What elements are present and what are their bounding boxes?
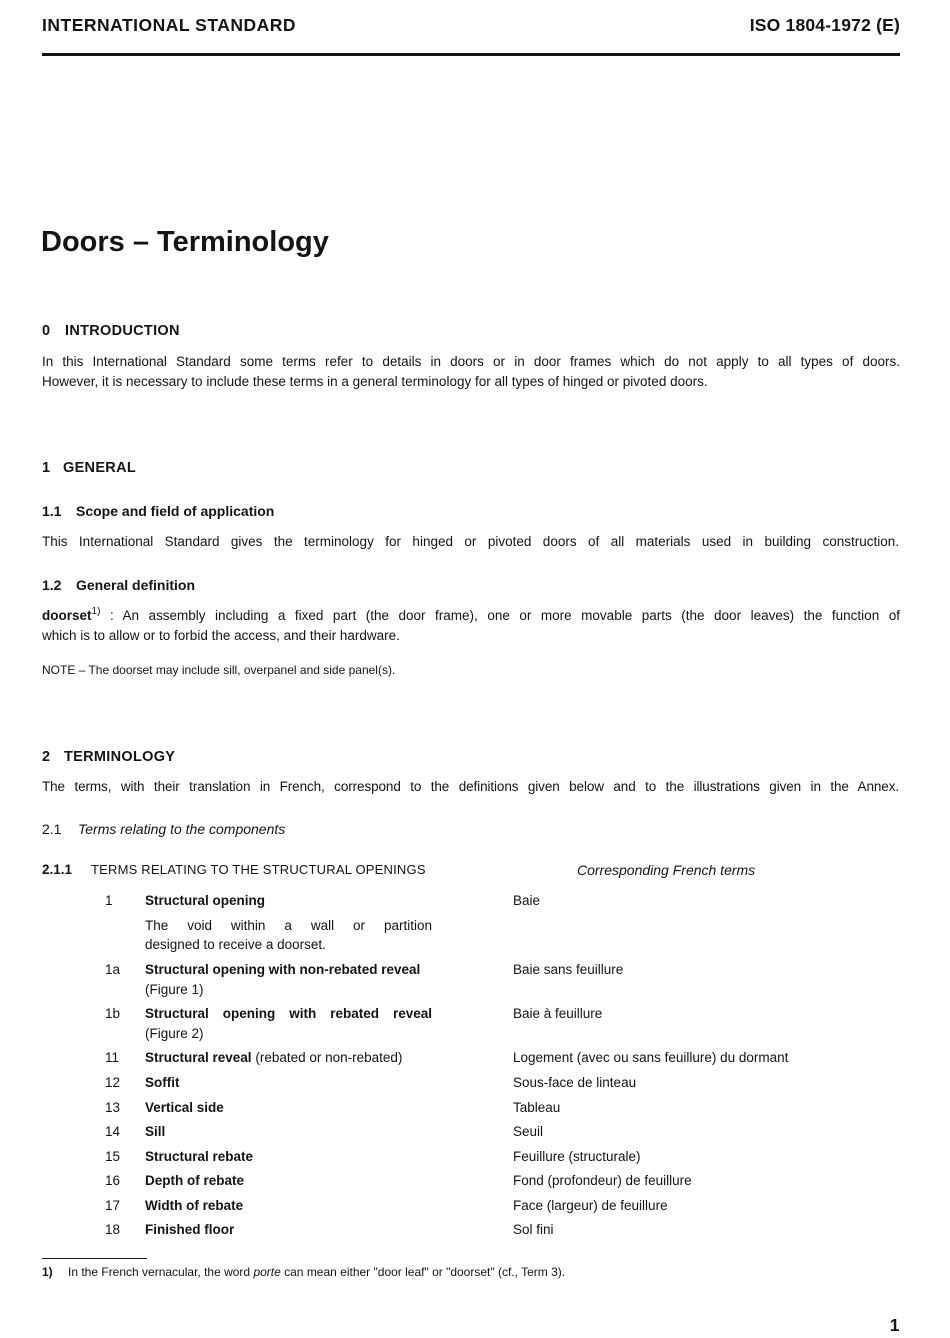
french-term: Tableau — [513, 1100, 561, 1115]
table-row — [0, 892, 950, 910]
term-name: Width of rebate — [145, 1198, 244, 1213]
table-row — [0, 1074, 950, 1092]
term-number: 16 — [105, 1173, 121, 1188]
footnote-reference: 1) — [91, 607, 101, 617]
footnote-text — [68, 1264, 565, 1280]
term-qualifier: (rebated or non-rebated) — [255, 1050, 403, 1065]
term-number: 17 — [105, 1198, 121, 1213]
term-name: Structural reveal — [145, 1050, 252, 1065]
term-number: 1b — [105, 1006, 121, 1021]
term-number: 13 — [105, 1100, 121, 1115]
table-row — [0, 1172, 950, 1190]
subsection-heading-definition: General definition — [76, 577, 196, 593]
terminology-intro: The terms, with their translation in French, correspond to the definitions given below and to the illustrations given in the Annex. — [42, 779, 899, 794]
term-description: designed to receive a doorset. — [145, 937, 326, 952]
subsection-heading-components: Terms relating to the components — [78, 821, 286, 837]
term-number: 11 — [105, 1050, 120, 1065]
header-reference: ISO 1804-1972 (E) — [749, 15, 900, 35]
french-term: Logement (avec ou sans feuillure) du dormant — [513, 1050, 789, 1065]
term-name: Finished floor — [145, 1222, 235, 1237]
introduction-line: However, it is necessary to include these terms in a general terminology for all types of hinged or pivoted doors. — [42, 374, 708, 389]
footnote-text-after: can mean either "door leaf" or "doorset" (cf., Term 3). — [280, 1265, 566, 1279]
french-term: Sol fini — [513, 1222, 554, 1237]
term-name: Vertical side — [145, 1100, 224, 1115]
table-row — [0, 1123, 950, 1141]
term-number: 1a — [105, 962, 121, 977]
group-number: 2.1.1 — [42, 862, 73, 877]
definition-line — [42, 607, 900, 625]
table-row — [0, 961, 950, 979]
french-term: Seuil — [513, 1124, 544, 1139]
term-name: Sill — [145, 1124, 166, 1139]
term-name: Depth of rebate — [145, 1173, 245, 1188]
table-row — [0, 1005, 950, 1023]
scope-text: This International Standard gives the terminology for hinged or pivoted doors of all materials used in building construction. — [42, 534, 899, 549]
term-name: Structural opening with rebated reveal — [145, 1006, 432, 1021]
table-row — [0, 1099, 950, 1117]
section-number: 0 — [42, 323, 51, 339]
introduction-line: In this International Standard some terms refer to details in doors or in door frames which do not apply to all types of doors. — [42, 354, 900, 369]
french-column-heading: Corresponding French terms — [577, 862, 756, 878]
footnote-rule — [42, 1258, 147, 1259]
section-heading-terminology: TERMINOLOGY — [64, 749, 176, 765]
header-rule — [42, 53, 900, 56]
table-row — [0, 1197, 950, 1215]
term-number: 15 — [105, 1149, 121, 1164]
french-term: Baie à feuillure — [513, 1006, 603, 1021]
term-name: Soffit — [145, 1075, 180, 1090]
subsection-number: 1.2 — [42, 577, 62, 593]
subsection-number: 2.1 — [42, 821, 62, 837]
term-number: 18 — [105, 1222, 121, 1237]
french-term: Baie sans feuillure — [513, 962, 624, 977]
section-heading-general: GENERAL — [63, 460, 136, 476]
subsection-heading-scope: Scope and field of application — [76, 503, 275, 519]
french-term: Feuillure (structurale) — [513, 1149, 641, 1164]
section-number: 1 — [42, 460, 51, 476]
section-number: 2 — [42, 749, 51, 765]
definition-line: which is to allow or to forbid the access, and their hardware. — [42, 628, 400, 643]
term-number: 14 — [105, 1124, 121, 1139]
table-row — [0, 1049, 950, 1067]
table-row — [0, 1221, 950, 1239]
french-term: Sous-face de linteau — [513, 1075, 637, 1090]
footnote-text-before: In the French vernacular, the word — [68, 1265, 254, 1279]
group-heading: TERMS RELATING TO THE STRUCTURAL OPENINGS — [91, 862, 426, 877]
term-number: 12 — [105, 1075, 121, 1090]
section-heading-introduction: INTRODUCTION — [65, 323, 180, 339]
page-number: 1 — [889, 1315, 900, 1335]
figure-reference: (Figure 1) — [145, 982, 204, 997]
french-term: Face (largeur) de feuillure — [513, 1198, 668, 1213]
definition-text: : An assembly including a fixed part (the door frame), one or more movable parts (the door leaves) the function of — [109, 608, 900, 623]
term-name-group — [145, 1049, 402, 1067]
footnote-marker: 1) — [42, 1265, 53, 1279]
definition-note: NOTE – The doorset may include sill, overpanel and side panel(s). — [42, 663, 396, 677]
page-title: Doors – Terminology — [41, 226, 329, 258]
header-standard: INTERNATIONAL STANDARD — [42, 15, 297, 35]
footnote-emphasis: porte — [253, 1265, 281, 1279]
table-row — [0, 1148, 950, 1166]
term-name: Structural opening — [145, 893, 266, 908]
term-name: Structural rebate — [145, 1149, 254, 1164]
figure-reference: (Figure 2) — [145, 1026, 204, 1041]
term-number: 1 — [105, 893, 113, 908]
term-name: Structural opening with non-rebated reveal — [145, 962, 421, 977]
term-description: The void within a wall or partition — [145, 918, 432, 933]
subsection-number: 1.1 — [42, 503, 62, 519]
defined-term: doorset — [42, 608, 92, 623]
french-term: Fond (profondeur) de feuillure — [513, 1173, 692, 1188]
french-term: Baie — [513, 893, 541, 908]
